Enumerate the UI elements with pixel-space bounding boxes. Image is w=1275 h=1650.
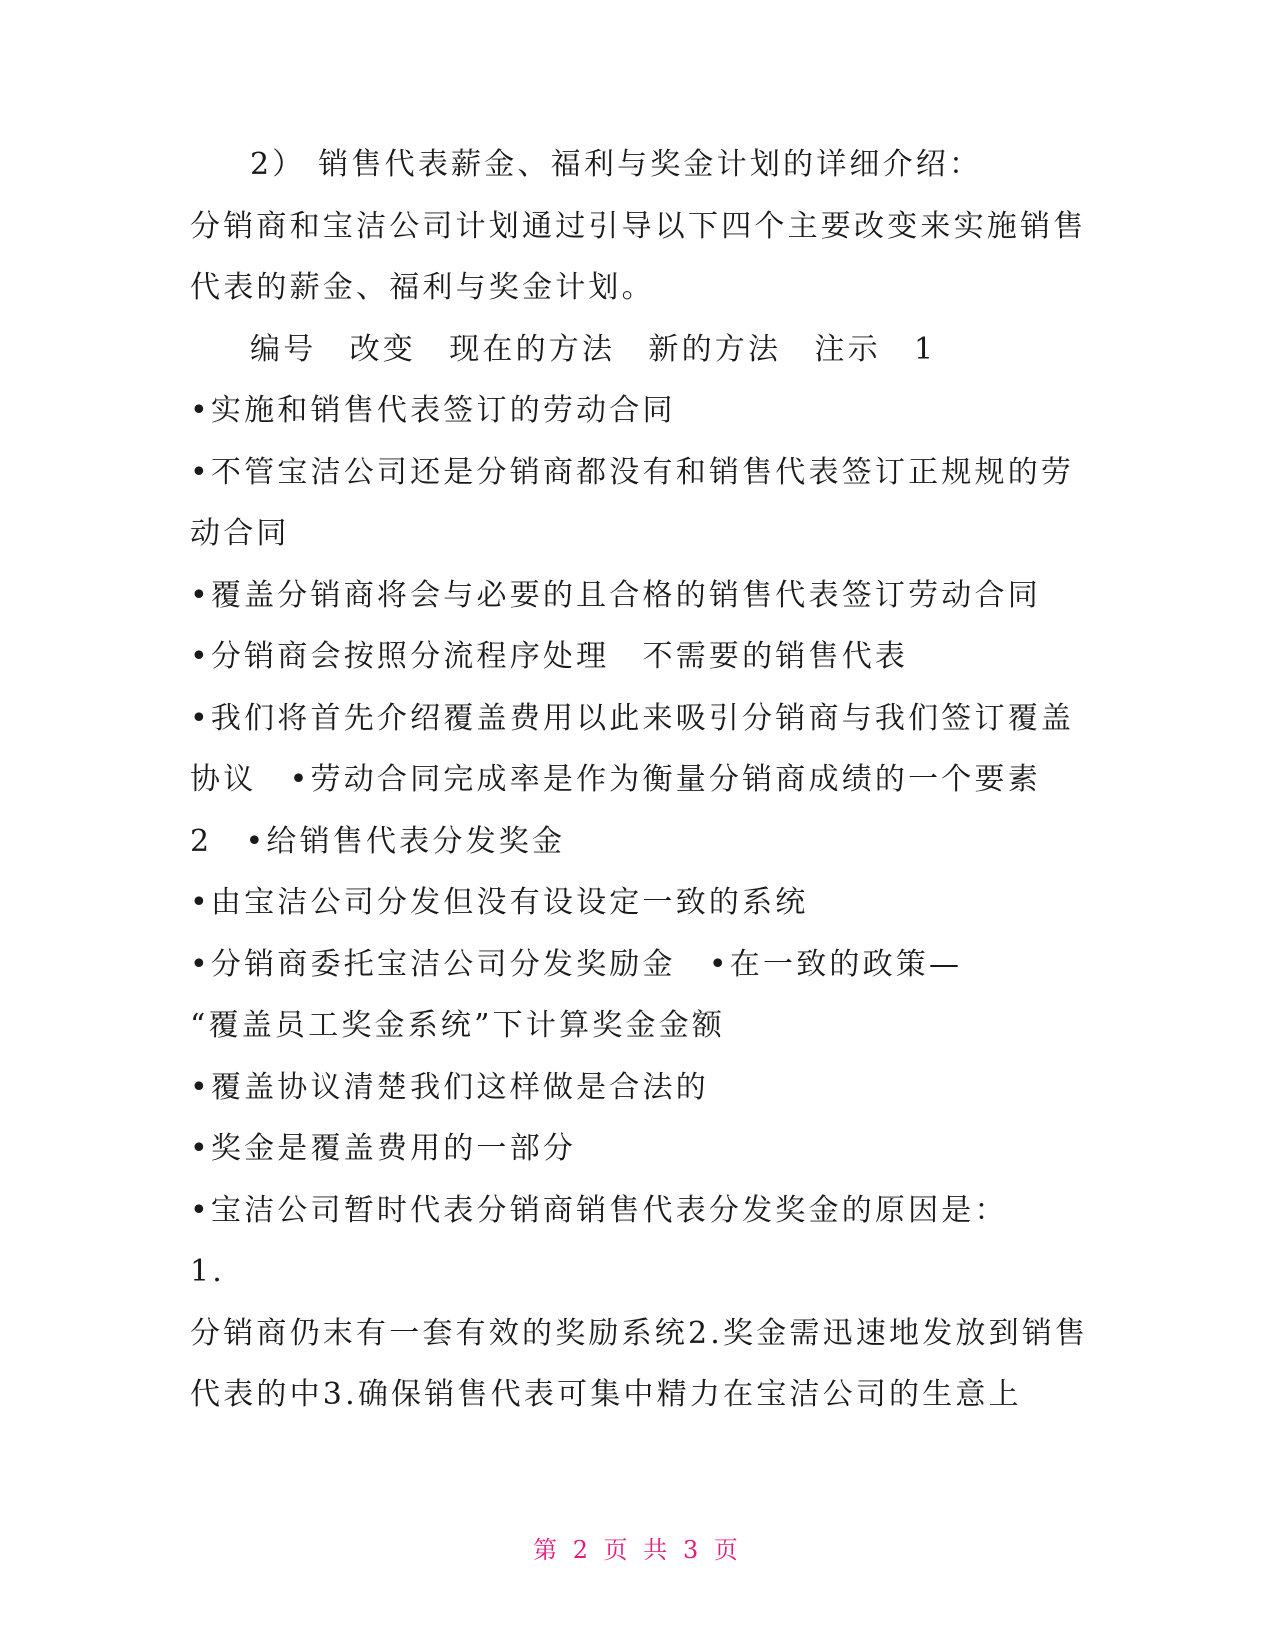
- bullet-line: •覆盖分销商将会与必要的且合格的销售代表签订劳动合同: [190, 578, 1041, 613]
- paragraph-line: 代表的中3.确保销售代表可集中精力在宝洁公司的生意上: [190, 1377, 1022, 1412]
- table-header-line: 编号 改变 现在的方法 新的方法 注示 1: [250, 332, 937, 367]
- page-number-footer: 第 2 页 共 3 页: [533, 1536, 742, 1564]
- bullet-line: •实施和销售代表签订的劳动合同: [190, 393, 676, 428]
- section-heading: 2） 销售代表薪金、福利与奖金计划的详细介绍：: [250, 147, 983, 182]
- paragraph-line: “覆盖员工奖金系统”下计算奖金金额: [190, 1008, 726, 1043]
- paragraph-line: 分销商仍末有一套有效的奖励系统2.奖金需迅速地发放到销售: [190, 1316, 1089, 1351]
- bullet-line: •由宝洁公司分发但没有设设定一致的系统: [190, 885, 809, 920]
- numbered-line: 1.: [190, 1254, 226, 1289]
- numbered-line: 2 •给销售代表分发奖金: [190, 824, 566, 859]
- bullet-line: •宝洁公司暂时代表分销商销售代表分发奖金的原因是：: [190, 1193, 1008, 1228]
- bullet-line: •我们将首先介绍覆盖费用以此来吸引分销商与我们签订覆盖: [190, 701, 1075, 736]
- paragraph-line: 动合同: [190, 516, 290, 551]
- bullet-line: •奖金是覆盖费用的一部分: [190, 1131, 577, 1166]
- bullet-line: •不管宝洁公司还是分销商都没有和销售代表签订正规规的劳: [190, 455, 1075, 490]
- bullet-line: •覆盖协议清楚我们这样做是合法的: [190, 1070, 709, 1105]
- paragraph-line: 代表的薪金、福利与奖金计划。: [190, 270, 655, 305]
- paragraph-line: 分销商和宝洁公司计划通过引导以下四个主要改变来实施销售: [190, 209, 1087, 244]
- bullet-line: •分销商会按照分流程序处理 不需要的销售代表: [190, 639, 909, 674]
- paragraph-line: 协议 •劳动合同完成率是作为衡量分销商成绩的一个要素: [190, 762, 1041, 797]
- bullet-line: •分销商委托宝洁公司分发奖励金 •在一致的政策—: [190, 947, 963, 982]
